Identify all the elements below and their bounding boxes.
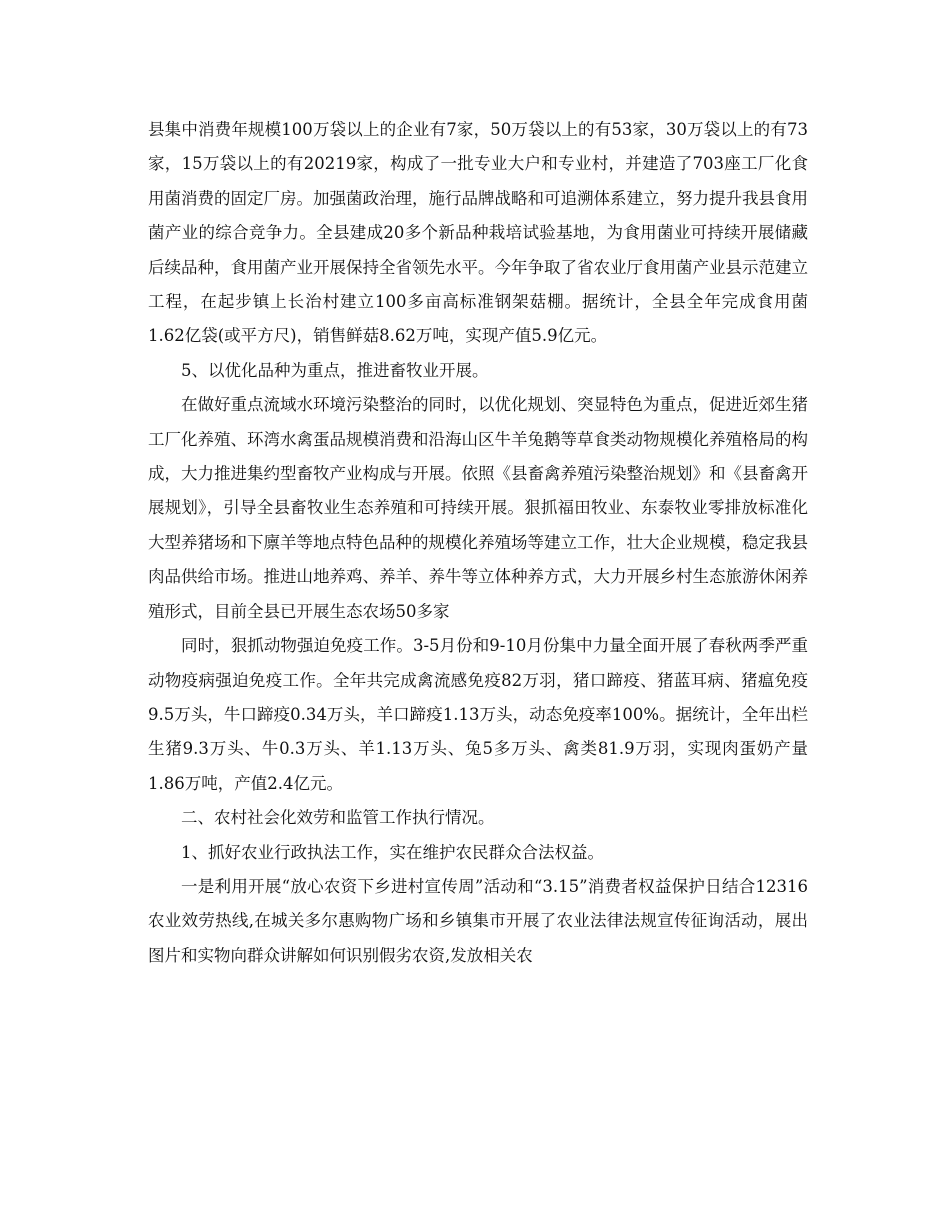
paragraph-6-heading: 1、抓好农业行政执法工作，实在维护农民群众合法权益。	[181, 842, 604, 862]
paragraph-1: 县集中消费年规模100万袋以上的企业有7家，50万袋以上的有53家，30万袋以上的有73家，15万袋以上的有20219家，构成了一批专业大户和专业村，并建造了703座工厂化食用菌消费的固定厂房。加强菌政治理，施行品牌战略和可追溯体系建立，努力提升我县食用菌产业的综合竞争力。全县建成20多个新品种栽培试验基地，为食用菌业可持续开展储藏后续品种，食用菌产业开展保持全省领先水平。今年争取了省农业厅食用菌产业县示范建立工程，在起步镇上长治村建立100多亩高标准钢架菇棚。据统计，全县全年完成食用菌1.62亿袋(或平方尺)，销售鲜菇8.62万吨，实现产值5.9亿元。	[148, 120, 808, 346]
paragraph-7: 一是利用开展“放心农资下乡进村宣传周”活动和“3.15”消费者权益保护日结合12316农业效劳热线,在城关多尔惠购物广场和乡镇集市开展了农业法律法规宣传征询活动，展出图片和实物向群众讲解如何识别假劣农资,发放相关农	[148, 876, 808, 965]
paragraph-4: 同时，狠抓动物强迫免疫工作。3-5月份和9-10月份集中力量全面开展了春秋两季严重动物疫病强迫免疫工作。全年共完成禽流感免疫82万羽，猪口蹄疫、猪蓝耳病、猪瘟免疫9.5万头，牛口蹄疫0.34万头，羊口蹄疫1.13万头，动态免疫率100%。据统计，全年出栏生猪9.3万头、牛0.3万头、羊1.13万头、兔5多万头、禽类81.9万羽，实现肉蛋奶产量1.86万吨，产值2.4亿元。	[148, 636, 808, 793]
paragraph-2-heading: 5、以优化品种为重点，推进畜牧业开展。	[181, 360, 489, 380]
paragraph-5-heading: 二、农村社会化效劳和监管工作执行情况。	[181, 808, 495, 828]
document-body	[148, 113, 808, 973]
paragraph-3: 在做好重点流域水环境污染整治的同时，以优化规划、突显特色为重点，促进近郊生猪工厂化养殖、环湾水禽蛋品规模消费和沿海山区牛羊兔鹅等草食类动物规模化养殖格局的构成，大力推进集约型畜牧产业构成与开展。依照《县畜禽养殖污染整治规划》和《县畜禽开展规划》，引导全县畜牧业生态养殖和可持续开展。狠抓福田牧业、东泰牧业零排放标准化大型养猪场和下廪羊等地点特色品种的规模化养殖场等建立工作，壮大企业规模，稳定我县肉品供给市场。推进山地养鸡、养羊、养牛等立体种养方式，大力开展乡村生态旅游休闲养殖形式，目前全县已开展生态农场50多家	[148, 395, 808, 621]
